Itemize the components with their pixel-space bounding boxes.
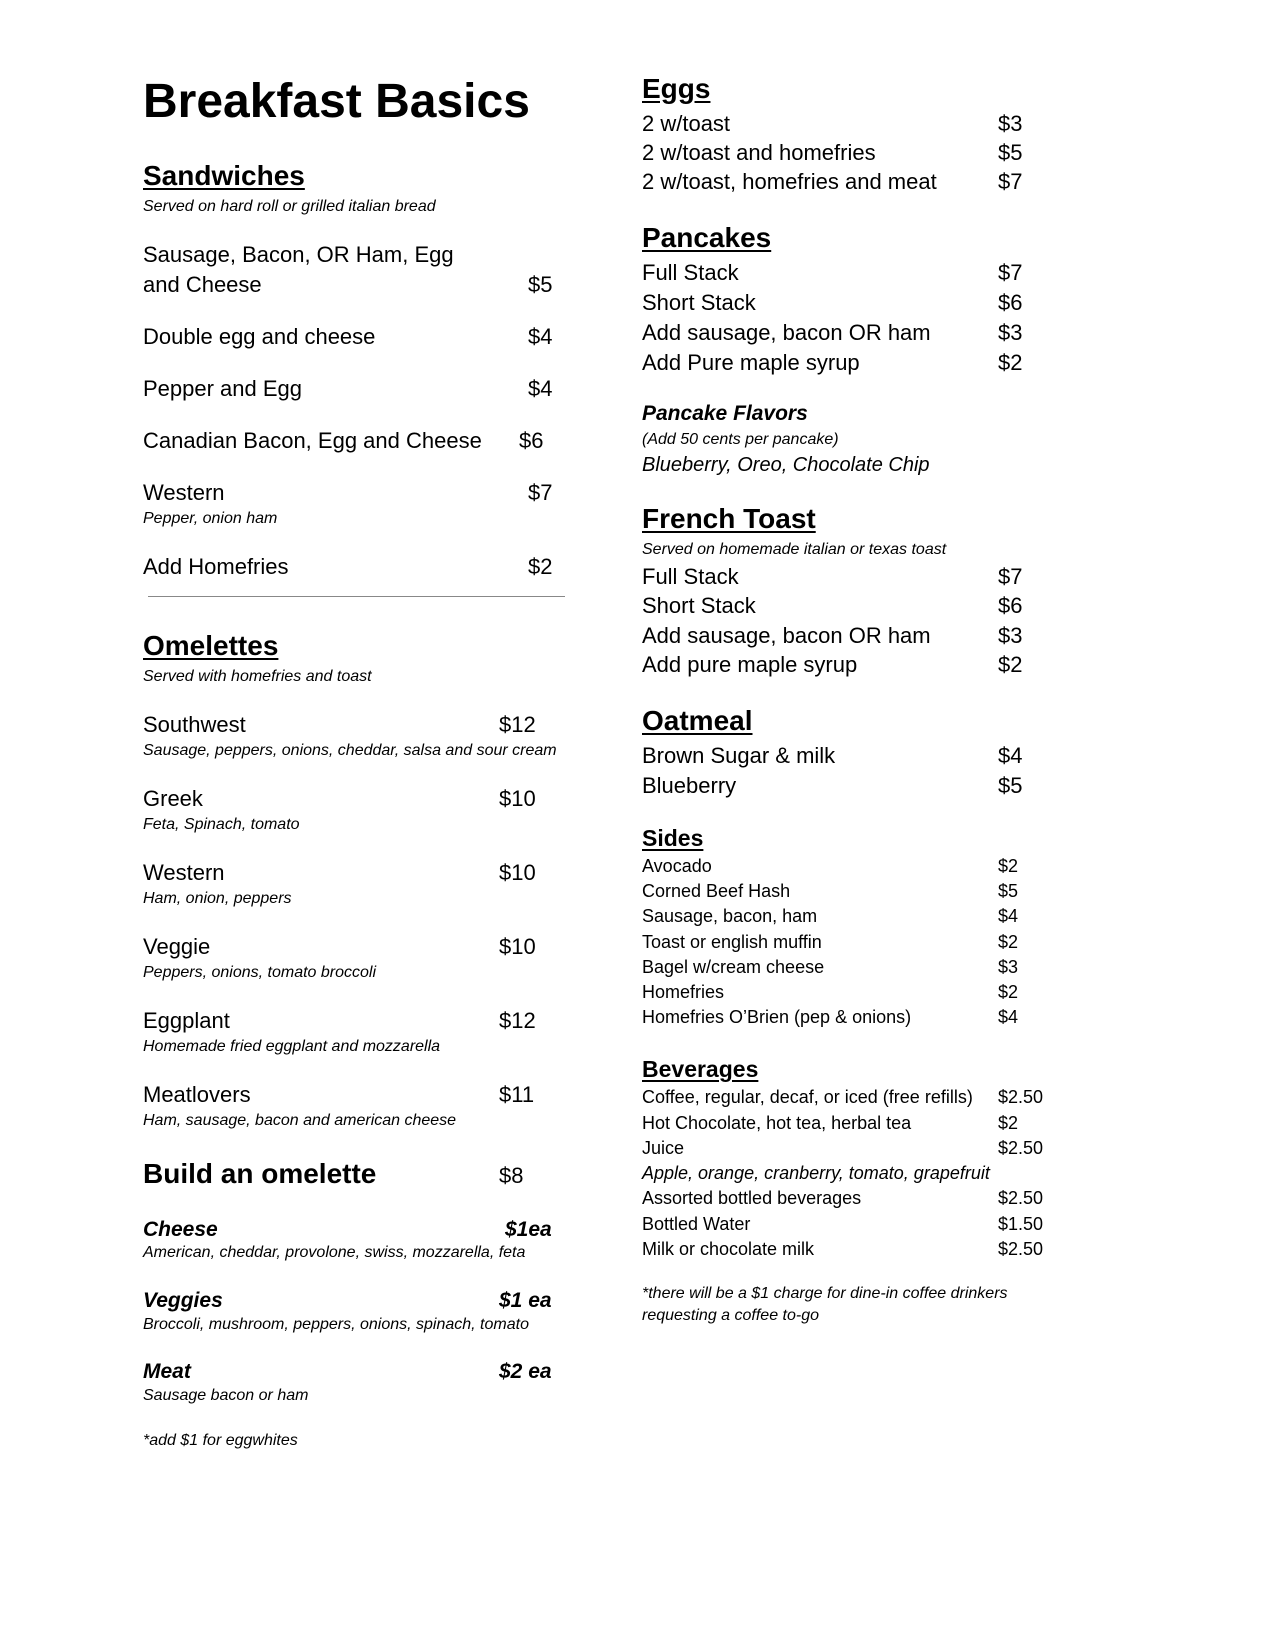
menu-item-price: $5 [998, 140, 1023, 165]
sandwiches-note: Served on hard roll or grilled italian bread [143, 198, 436, 215]
menu-item-price: $2.50 [998, 1188, 1044, 1208]
menu-item-name: Southwest [143, 712, 246, 737]
menu-item-price: $2 [998, 856, 1019, 876]
menu-item-name: Bottled Water [642, 1214, 751, 1234]
menu-item-name: Homefries O’Brien (pep & onions) [642, 1007, 912, 1027]
section-heading-eggs: Eggs [642, 73, 711, 104]
menu-item-price: $4 [998, 743, 1023, 768]
french-toast-note: Served on homemade italian or texas toast [642, 541, 947, 558]
menu-item-desc: Apple, orange, cranberry, tomato, grapefruit [642, 1163, 990, 1183]
menu-item-price: $3 [998, 320, 1023, 345]
menu-item-name: Add sausage, bacon OR ham [642, 623, 931, 648]
menu-item-price: $5 [998, 773, 1023, 798]
menu-item-name: Corned Beef Hash [642, 881, 791, 901]
menu-item-name: Homefries [642, 982, 725, 1002]
menu-item-price: $5 [528, 272, 553, 297]
menu-item-name: Double egg and cheese [143, 324, 376, 349]
menu-item-price: $7 [528, 480, 553, 505]
menu-item-name: Add pure maple syrup [642, 652, 858, 677]
menu-item-name: Meatlovers [143, 1082, 251, 1107]
menu-item-desc: Peppers, onions, tomato broccoli [143, 964, 377, 981]
menu-item-name: Brown Sugar & milk [642, 743, 836, 768]
menu-item-price: $4 [528, 324, 553, 349]
menu-item-desc: Pepper, onion ham [143, 510, 278, 527]
pancake-flavors-heading: Pancake Flavors [642, 402, 808, 425]
menu-item-price: $2.50 [998, 1087, 1044, 1107]
menu-item-price: $7 [998, 260, 1023, 285]
build-option-desc: Sausage bacon or ham [143, 1387, 309, 1404]
menu-item-name: Western [143, 860, 225, 885]
menu-item-price: $2.50 [998, 1138, 1044, 1158]
menu-item-price: $10 [499, 860, 536, 885]
menu-item-desc: Ham, onion, peppers [143, 890, 292, 907]
menu-item-name: Short Stack [642, 290, 756, 315]
section-heading-french-toast: French Toast [642, 503, 816, 534]
menu-item-price: $4 [528, 376, 553, 401]
build-option-desc: American, cheddar, provolone, swiss, mozzarella, feta [143, 1244, 526, 1261]
menu-item-price: $2.50 [998, 1239, 1044, 1259]
menu-item-name: and Cheese [143, 272, 262, 297]
menu-item-name: Western [143, 480, 225, 505]
beverages-footnote: requesting a coffee to-go [642, 1307, 820, 1324]
menu-item-name: Eggplant [143, 1008, 230, 1033]
menu-item-name: Juice [642, 1138, 685, 1158]
menu-item-name: Add Homefries [143, 554, 289, 579]
menu-item-name: Hot Chocolate, hot tea, herbal tea [642, 1113, 912, 1133]
page-title: Breakfast Basics [143, 75, 530, 128]
menu-item-name: Avocado [642, 856, 712, 876]
menu-item-name: Add sausage, bacon OR ham [642, 320, 931, 345]
section-heading-beverages: Beverages [642, 1056, 759, 1082]
section-heading-sides: Sides [642, 825, 704, 851]
menu-item-price: $6 [519, 428, 544, 453]
beverages-footnote: *there will be a $1 charge for dine-in coffee drinkers [642, 1285, 1008, 1302]
menu-item-price: $4 [998, 1007, 1019, 1027]
menu-item-price: $11 [499, 1082, 535, 1107]
menu-item-name: Assorted bottled beverages [642, 1188, 862, 1208]
menu-item-name: Sausage, bacon, ham [642, 906, 818, 926]
section-divider [148, 596, 565, 597]
build-option-price: $2 ea [499, 1360, 552, 1383]
omelettes-note: Served with homefries and toast [143, 668, 372, 685]
menu-item-price: $2 [998, 932, 1019, 952]
menu-item-name: Toast or english muffin [642, 932, 822, 952]
menu-item-price: $2 [998, 350, 1023, 375]
menu-item-desc: Feta, Spinach, tomato [143, 816, 300, 833]
pancake-flavors-note: (Add 50 cents per pancake) [642, 431, 839, 448]
menu-item-name: Sausage, Bacon, OR Ham, Egg [143, 242, 454, 267]
menu-item-price: $10 [499, 934, 536, 959]
menu-item-name: Pepper and Egg [143, 376, 303, 401]
menu-item-price: $12 [499, 712, 536, 737]
menu-item-price: $7 [998, 564, 1023, 589]
menu-item-price: $2 [998, 652, 1023, 677]
section-heading-pancakes: Pancakes [642, 222, 772, 253]
menu-item-name: Greek [143, 786, 203, 811]
menu-item-name: Milk or chocolate milk [642, 1239, 815, 1259]
menu-item-desc: Ham, sausage, bacon and american cheese [143, 1112, 457, 1129]
menu-item-price: $6 [998, 290, 1023, 315]
pancake-flavors-list: Blueberry, Oreo, Chocolate Chip [642, 454, 930, 476]
menu-item-name: Full Stack [642, 260, 739, 285]
build-option-name: Veggies [143, 1289, 223, 1312]
build-option-name: Meat [143, 1360, 191, 1383]
build-option-desc: Broccoli, mushroom, peppers, onions, spinach, tomato [143, 1316, 529, 1333]
menu-item-price: $2 [998, 1113, 1019, 1133]
menu-item-name: Short Stack [642, 593, 756, 618]
section-heading-oatmeal: Oatmeal [642, 705, 753, 736]
menu-item-name: Blueberry [642, 773, 737, 798]
menu-item-price: $3 [998, 111, 1023, 136]
menu-item-price: $2 [528, 554, 553, 579]
build-omelette-price: $8 [499, 1163, 524, 1188]
menu-item-name: Coffee, regular, decaf, or iced (free refills) [642, 1087, 973, 1107]
menu-item-price: $6 [998, 593, 1023, 618]
menu-item-name: Veggie [143, 934, 211, 959]
menu-item-name: Full Stack [642, 564, 739, 589]
menu-item-price: $1.50 [998, 1214, 1044, 1234]
menu-item-desc: Sausage, peppers, onions, cheddar, salsa and sour cream [143, 742, 557, 759]
build-omelette-heading: Build an omelette [143, 1158, 377, 1189]
menu-item-price: $3 [998, 623, 1023, 648]
menu-item-price: $2 [998, 982, 1019, 1002]
menu-item-name: 2 w/toast and homefries [642, 140, 876, 165]
build-option-price: $1ea [505, 1218, 552, 1241]
menu-item-price: $10 [499, 786, 536, 811]
build-footnote: *add $1 for eggwhites [143, 1432, 298, 1449]
menu-item-price: $3 [998, 957, 1019, 977]
section-heading-sandwiches: Sandwiches [143, 160, 305, 191]
build-option-name: Cheese [143, 1218, 218, 1241]
menu-item-name: Bagel w/cream cheese [642, 957, 825, 977]
menu-item-price: $4 [998, 906, 1019, 926]
build-option-price: $1 ea [499, 1289, 552, 1312]
menu-item-name: Canadian Bacon, Egg and Cheese [143, 428, 482, 453]
menu-item-price: $7 [998, 169, 1023, 194]
menu-item-price: $5 [998, 881, 1019, 901]
menu-item-name: 2 w/toast, homefries and meat [642, 169, 937, 194]
menu-item-desc: Homemade fried eggplant and mozzarella [143, 1038, 441, 1055]
menu-item-name: 2 w/toast [642, 111, 731, 136]
menu-item-price: $12 [499, 1008, 536, 1033]
section-heading-omelettes: Omelettes [143, 630, 279, 661]
menu-item-name: Add Pure maple syrup [642, 350, 860, 375]
